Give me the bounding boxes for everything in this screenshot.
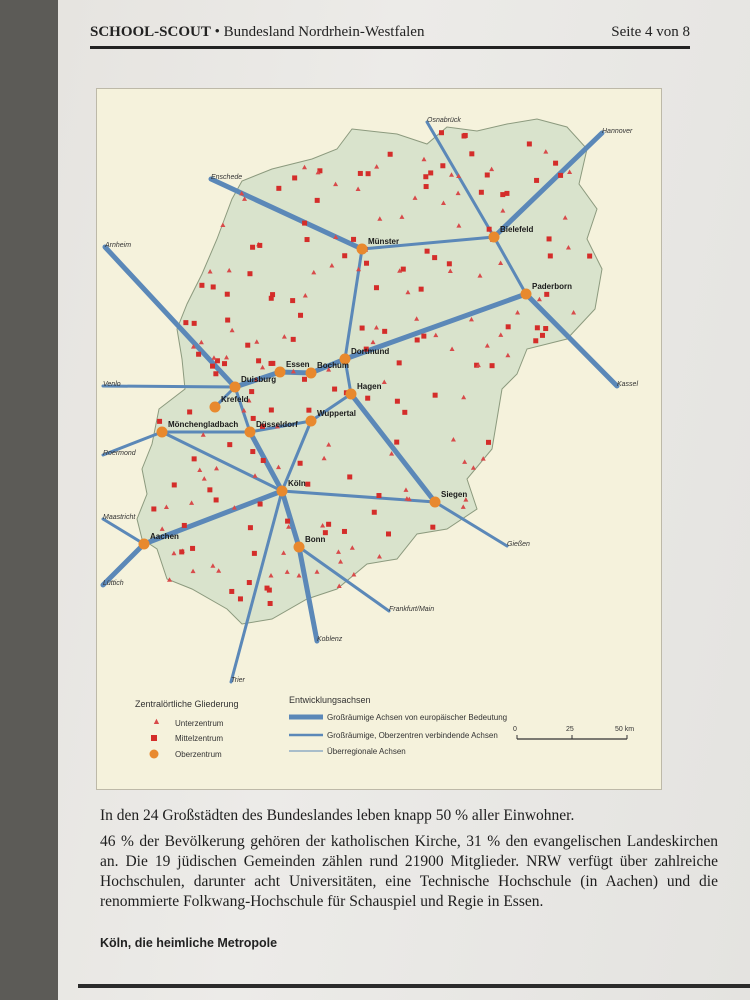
mittelzentrum-marker [267,588,272,593]
mittelzentrum-marker [257,243,262,248]
mittelzentrum-marker [172,482,177,487]
mittelzentrum-marker [487,227,492,232]
oberzentrum-marker [157,427,168,438]
mittelzentrum-marker [548,253,553,258]
mittelzentrum-marker [421,334,426,339]
mittelzentrum-marker [151,506,156,511]
mittelzentrum-marker [252,551,257,556]
footer-divider [78,984,750,988]
mittelzentrum-marker [462,134,467,139]
mittelzentrum-marker [342,529,347,534]
outer-place-label: Gießen [507,541,530,548]
mittelzentrum-marker [269,296,274,301]
mittelzentrum-marker [430,525,435,530]
city-label: Münster [368,237,400,246]
mittelzentrum-marker [365,396,370,401]
paragraph-religion-hochschulen: 46 % der Bevölkerung gehören der katholischen Kirche, 31 % den evangelischen Landeskirchen an. Die 19 jüdischen Gemeinden zählen rund 21900 Mitglieder. NRW verfügt über zahlreiche Hochschulen, darunter acht Universitäten, eine Technische Hochschule (in Aachen) und die renommierte Folkwang-Hochschule für Schauspiel und Regie in Essen. [100,833,718,910]
mittelzentrum-marker [486,440,491,445]
mittelzentrum-marker [285,519,290,524]
mittelzentrum-marker [179,549,184,554]
mittelzentrum-marker [544,292,549,297]
mittelzentrum-marker [190,546,195,551]
mittelzentrum-marker [360,326,365,331]
oberzentrum-marker [430,497,441,508]
outer-place-label: Roermond [103,450,136,457]
mittelzentrum-marker [199,283,204,288]
mittelzentrum-marker [433,393,438,398]
mittelzentrum-marker [376,493,381,498]
mittelzentrum-marker [439,130,444,135]
city-label: Wuppertal [317,409,356,418]
city-label: Hagen [357,382,382,391]
city-label: Essen [286,360,310,369]
mittelzentrum-marker [290,298,295,303]
mittelzentrum-marker [229,589,234,594]
mittelzentrum-marker [302,221,307,226]
mittelzentrum-marker [196,352,201,357]
legend-oberzentrum: Oberzentrum [175,750,222,759]
mittelzentrum-marker [366,171,371,176]
mittelzentrum-marker [423,174,428,179]
mittelzentrum-marker [347,474,352,479]
outer-place-label: Osnabrück [427,117,461,124]
mittelzentrum-marker [419,287,424,292]
mittelzentrum-marker [248,525,253,530]
outer-place-label: Venlo [103,381,121,388]
mittelzentrum-marker [372,510,377,515]
nrw-map [97,89,661,789]
axis-line [103,386,235,387]
mittelzentrum-marker [535,325,540,330]
mittelzentrum-marker [251,416,256,421]
header-title [90,24,424,41]
document-page [58,0,750,1000]
legend-achse-1: Großräumige Achsen von europäischer Bedeutung [327,713,508,722]
nrw-map-figure [96,88,662,790]
mittelzentrum-marker [402,410,407,415]
mittelzentrum-marker [247,271,252,276]
mittelzentrum-marker [401,267,406,272]
mittelzentrum-marker [245,343,250,348]
mittelzentrum-marker [394,440,399,445]
legend-zentral-title: Zentralörtliche Gliederung [135,699,239,709]
city-label: Paderborn [532,282,573,291]
mittelzentrum-marker [268,601,273,606]
mittelzentrum-marker [374,285,379,290]
mittelzentrum-marker [157,419,162,424]
mittelzentrum-marker [447,261,452,266]
header-separator: • [210,24,224,40]
mittelzentrum-marker [227,442,232,447]
mittelzentrum-marker [256,358,261,363]
mittelzentrum-marker [432,255,437,260]
mittelzentrum-marker [269,407,274,412]
mittelzentrum-marker [258,502,263,507]
unterzentrum-symbol: ▲ [152,716,161,726]
mittelzentrum-marker [210,364,215,369]
mittelzentrum-marker [192,321,197,326]
mittelzentrum-marker [527,141,532,146]
mittelzentrum-marker [504,191,509,196]
oberzentrum-marker [294,542,305,553]
mittelzentrum-marker [298,313,303,318]
mittelzentrum-marker [211,284,216,289]
legend-achse-2: Großräumige, Oberzentren verbindende Achsen [327,731,498,740]
mittelzentrum-marker [225,318,230,323]
outer-place-label: Hannover [602,128,633,135]
mittelzentrum-marker [247,580,252,585]
mittelzentrum-marker [547,236,552,241]
oberzentrum-marker [277,486,288,497]
city-label: Düsseldorf [256,420,298,429]
mittelzentrum-marker [305,237,310,242]
mittelzentrum-marker [332,387,337,392]
mittelzentrum-marker [553,161,558,166]
outer-place-label: Enschede [211,174,243,181]
oberzentrum-marker [489,232,500,243]
mittelzentrum-marker [249,389,254,394]
city-label: Aachen [150,532,179,541]
mittelzentrum-marker [540,333,545,338]
outer-place-label: Maastricht [103,514,136,521]
mittelzentrum-marker [479,190,484,195]
mittelzentrum-marker [382,329,387,334]
oberzentrum-marker [306,368,317,379]
mittelzentrum-marker [395,399,400,404]
paragraph-grossstaedte: In den 24 Großstädten des Bundeslandes leben knapp 50 % aller Einwohner. [100,807,575,824]
header-divider [90,46,690,49]
oberzentrum-marker [521,289,532,300]
mittelzentrum-marker [207,487,212,492]
oberzentrum-marker [210,402,221,413]
legend-mittelzentrum: Mittelzentrum [175,734,224,743]
oberzentrum-marker [306,416,317,427]
oberzentrum-symbol [150,750,159,759]
mittelzentrum-marker [214,497,219,502]
city-label: Bielefeld [500,225,534,234]
city-label: Köln [288,479,306,488]
mittelzentrum-marker [250,449,255,454]
outer-place-label: Koblenz [317,636,343,643]
outer-place-label: Trier [231,677,245,684]
mittelzentrum-marker [183,320,188,325]
oberzentrum-marker [346,389,357,400]
legend-achse-3: Überregionale Achsen [327,747,406,756]
mittelzentrum-marker [440,163,445,168]
mittelzentrum-marker [469,151,474,156]
oberzentrum-marker [275,367,286,378]
mittelzentrum-marker [358,171,363,176]
mittelzentrum-marker [490,363,495,368]
mittelzentrum-symbol [151,735,157,741]
mittelzentrum-marker [298,461,303,466]
city-label: Bonn [305,535,326,544]
mittelzentrum-marker [342,253,347,258]
mittelzentrum-marker [364,261,369,266]
mittelzentrum-marker [388,152,393,157]
page-header [90,22,690,46]
mittelzentrum-marker [315,198,320,203]
header-brand: SCHOOL-SCOUT [90,24,211,40]
scale-label-50: 50 km [615,726,635,733]
mittelzentrum-marker [424,184,429,189]
mittelzentrum-marker [238,596,243,601]
legend-achsen-title: Entwicklungsachsen [289,695,371,705]
section-heading: Köln, die heimliche Metropole [100,936,278,950]
mittelzentrum-marker [587,254,592,259]
mittelzentrum-marker [425,249,430,254]
mittelzentrum-marker [386,531,391,536]
mittelzentrum-marker [326,522,331,527]
mittelzentrum-marker [302,377,307,382]
outer-place-label: Kassel [617,381,639,388]
outer-place-label: Lüttich [103,580,124,587]
oberzentrum-marker [139,539,150,550]
mittelzentrum-marker [397,360,402,365]
header-subtitle: Bundesland Nordrhein-Westfalen [223,24,425,40]
mittelzentrum-marker [222,361,227,366]
mittelzentrum-marker [543,326,548,331]
oberzentrum-marker [245,427,256,438]
nrw-land-area [137,119,602,624]
city-label: Mönchengladbach [168,420,239,429]
mittelzentrum-marker [305,482,310,487]
map-legend [125,694,645,770]
mittelzentrum-marker [250,245,255,250]
mittelzentrum-marker [558,173,563,178]
mittelzentrum-marker [213,371,218,376]
mittelzentrum-marker [291,337,296,342]
mittelzentrum-marker [306,408,311,413]
city-label: Siegen [441,490,468,499]
mittelzentrum-marker [187,409,192,414]
oberzentrum-marker [230,382,241,393]
mittelzentrum-marker [506,324,511,329]
mittelzentrum-marker [269,361,274,366]
oberzentrum-marker [357,244,368,255]
mittelzentrum-marker [276,186,281,191]
axis-line [103,544,144,585]
city-label: Bochum [317,361,349,370]
mittelzentrum-marker [415,337,420,342]
scale-label-25: 25 [566,726,574,733]
mittelzentrum-marker [485,172,490,177]
page-number: Seite 4 von 8 [611,24,690,40]
city-label: Dortmund [351,347,390,356]
mittelzentrum-marker [192,456,197,461]
mittelzentrum-marker [292,175,297,180]
city-label: Duisburg [241,375,277,384]
mittelzentrum-marker [533,338,538,343]
mittelzentrum-marker [428,170,433,175]
scale-label-0: 0 [513,726,517,733]
outer-place-label: Frankfurt/Main [389,606,435,613]
mittelzentrum-marker [182,523,187,528]
outer-place-label: Arnheim [105,242,132,249]
legend-unterzentrum: Unterzentrum [175,719,224,728]
mittelzentrum-marker [261,458,266,463]
mittelzentrum-marker [534,178,539,183]
city-label: Krefeld [221,395,249,404]
mittelzentrum-marker [351,237,356,242]
mittelzentrum-marker [225,292,230,297]
